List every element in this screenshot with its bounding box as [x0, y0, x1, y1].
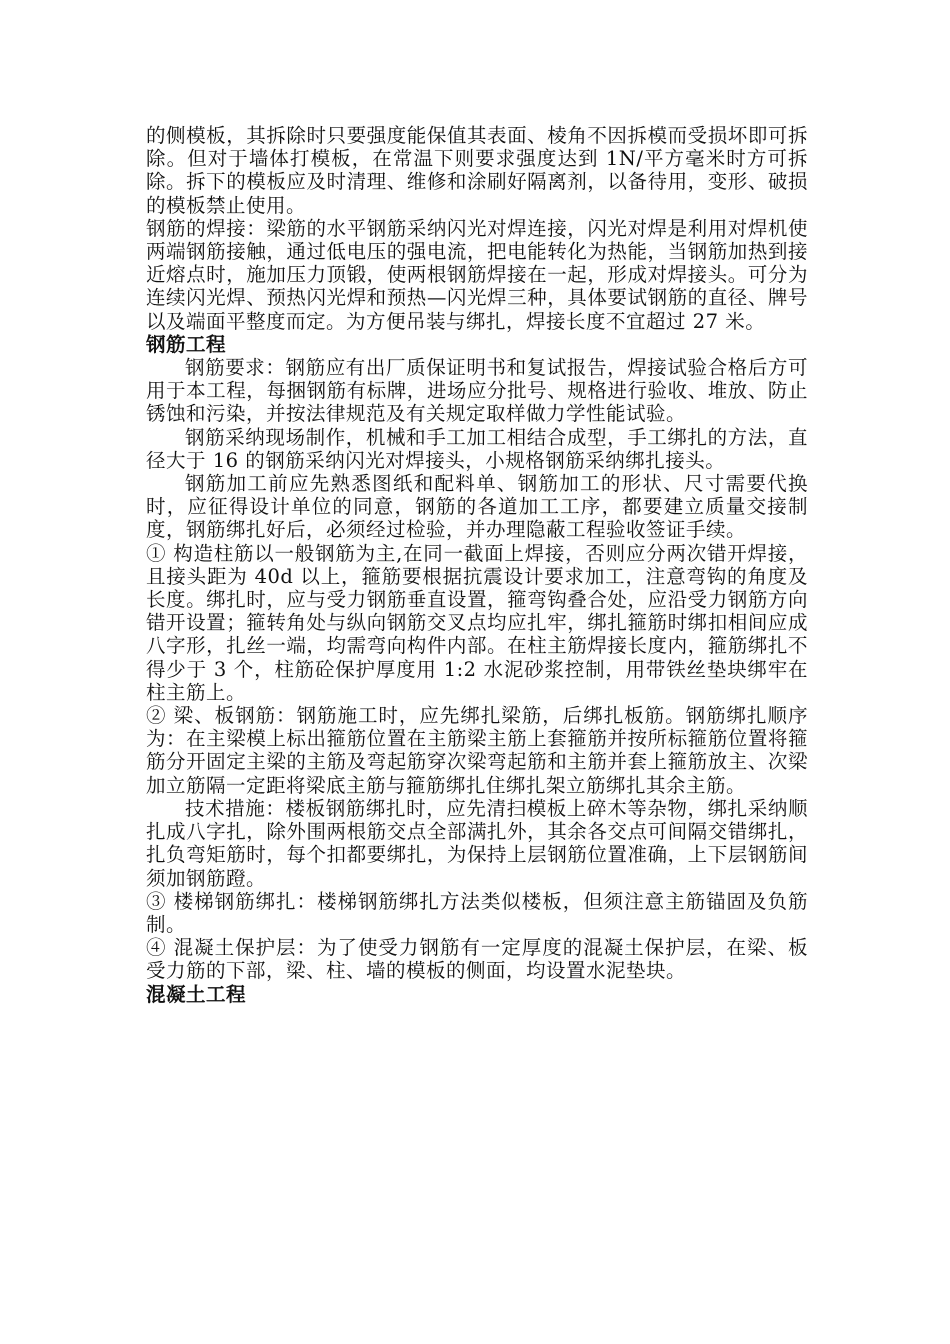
paragraph-column-rebar: ① 构造柱筋以一般钢筋为主,在同一截面上焊接，否则应分两次错开焊接，且接头距为 40d 以上，箍筋要根据抗震设计要求加工，注意弯钩的角度及长度。绑扎时，应与受力钢筋垂直设置，箍弯钩叠合处，应沿受力钢筋方向错开设置；箍转角处与纵向钢筋交叉点均应扎牢，绑扎箍筋时绑扣相间应成八字形，扎丝一端，均需弯向构件内部。在柱主筋焊接长度内，箍筋绑扎不得少于 3 个，柱筋砼保护厚度用 1:2 水泥砂浆控制，用带铁丝垫块绑牢在柱主筋上。: [146, 541, 808, 704]
section-heading-rebar: 钢筋工程: [146, 332, 227, 356]
paragraph-stair-rebar: ③ 楼梯钢筋绑扎：楼梯钢筋绑扎方法类似楼板，但须注意主筋锚固及负筋制。: [146, 889, 808, 936]
document-body: [146, 124, 808, 1006]
paragraph-rebar-processing: 钢筋加工前应先熟悉图纸和配料单、钢筋加工的形状、尺寸需要代换时，应征得设计单位的同意，钢筋的各道加工工序，都要建立质量交接制度，钢筋绑扎好后，必须经过检验，并办理隐蔽工程验收签证手续。: [146, 472, 808, 542]
paragraph-technical-measures: 技术措施：楼板钢筋绑扎时，应先清扫模板上碎木等杂物，绑扎采纳顺扎成八字扎，除外围两根筋交点全部满扎外，其余各交点可间隔交错绑扎，扎负弯矩筋时，每个扣都要绑扎，为保持上层钢筋位置准确，上下层钢筋间须加钢筋蹬。: [146, 796, 808, 890]
paragraph-beam-slab-rebar: ② 梁、板钢筋：钢筋施工时，应先绑扎梁筋，后绑扎板筋。钢筋绑扎顺序为：在主梁模上标出箍筋位置在主筋梁主筋上套箍筋并按所标箍筋位置将箍筋分开固定主梁的主筋及弯起筋穿次梁弯起筋和主筋并套上箍筋放主、次梁加立筋隔一定距将梁底主筋与箍筋绑扎住绑扎架立筋绑扎其余主筋。: [146, 704, 808, 797]
paragraph-formwork-removal: 的侧模板，其拆除时只要强度能保值其表面、棱角不因拆模而受损坏即可拆除。但对于墙体打模板，在常温下则要求强度达到 1N/平方毫米时方可拆除。拆下的模板应及时清理、维修和涂刷好隔离剂，以备待用，变形、破损的模板禁止使用。: [146, 124, 808, 217]
paragraph-rebar-requirements: 钢筋要求：钢筋应有出厂质保证明书和复试报告，焊接试验合格后方可用于本工程，每捆钢筋有标牌，进场应分批号、规格进行验收、堆放、防止锈蚀和污染，并按法律规范及有关规定取样做力学性能试验。: [146, 356, 808, 426]
paragraph-rebar-fabrication: 钢筋采纳现场制作，机械和手工加工相结合成型，手工绑扎的方法，直径大于 16 的钢筋采纳闪光对焊接头，小规格钢筋采纳绑扎接头。: [146, 425, 808, 472]
paragraph-concrete-cover: ④ 混凝土保护层：为了使受力钢筋有一定厚度的混凝土保护层，在梁、板受力筋的下部，梁、柱、墙的模板的侧面，均设置水泥垫块。: [146, 936, 808, 983]
section-heading-concrete: 混凝土工程: [146, 982, 247, 1006]
paragraph-rebar-welding: 钢筋的焊接：梁筋的水平钢筋采纳闪光对焊连接，闪光对焊是利用对焊机使两端钢筋接触，通过低电压的强电流，把电能转化为热能，当钢筋加热到接近熔点时，施加压力顶锻，使两根钢筋焊接在一起，形成对焊接头。可分为连续闪光焊、预热闪光焊和预热—闪光焊三种，具体要试钢筋的直径、牌号以及端面平整度而定。为方便吊装与绑扎，焊接长度不宜超过 27 米。: [146, 216, 808, 333]
